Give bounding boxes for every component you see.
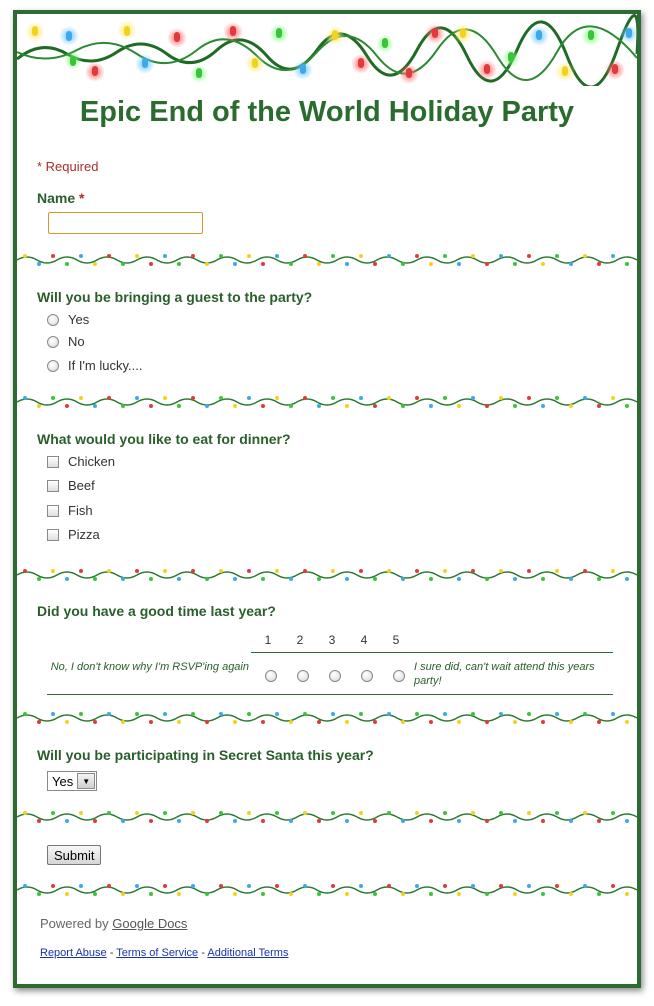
scale-high-label: I sure did, can't wait attend this years party! bbox=[414, 661, 595, 687]
option-label: Fish bbox=[68, 503, 93, 518]
guest-option-no[interactable] bbox=[47, 334, 85, 349]
report-abuse-link[interactable]: Report Abuse bbox=[40, 947, 107, 959]
garland-divider bbox=[17, 252, 637, 268]
dinner-option-chicken[interactable] bbox=[47, 454, 115, 469]
terms-of-service-link[interactable]: Terms of Service bbox=[116, 947, 199, 959]
guest-option-lucky[interactable] bbox=[47, 358, 142, 373]
scale-low-label: No, I don't know why I'm RSVP'ing again bbox=[50, 661, 249, 673]
option-label: Chicken bbox=[68, 454, 115, 469]
scale-bottom-rule bbox=[47, 694, 613, 695]
scale-number-3: 3 bbox=[328, 633, 336, 647]
scale-header-rule bbox=[251, 652, 613, 653]
name-label-text: Name bbox=[37, 190, 76, 206]
scale-radio-1[interactable] bbox=[265, 670, 277, 682]
dinner-option-fish[interactable] bbox=[47, 503, 93, 518]
santa-select-value: Yes bbox=[52, 773, 74, 789]
additional-terms-link[interactable]: Additional Terms bbox=[207, 947, 289, 959]
checkbox[interactable] bbox=[47, 480, 59, 492]
form-frame bbox=[13, 10, 641, 988]
option-label: Beef bbox=[68, 478, 95, 493]
required-note: * Required bbox=[37, 159, 99, 174]
name-input[interactable] bbox=[48, 212, 203, 234]
chevron-down-icon[interactable]: ▼ bbox=[77, 773, 95, 789]
garland-divider bbox=[17, 567, 637, 583]
scale-radio-4[interactable] bbox=[361, 670, 373, 682]
form-title: Epic End of the World Holiday Party bbox=[79, 96, 575, 128]
scale-number-4: 4 bbox=[360, 633, 368, 647]
google-docs-link[interactable]: Google Docs bbox=[112, 916, 188, 931]
garland-divider bbox=[17, 882, 637, 898]
submit-button[interactable]: Submit bbox=[47, 845, 101, 865]
powered-by-prefix: Powered by bbox=[40, 916, 109, 931]
garland-divider bbox=[17, 394, 637, 410]
option-label: No bbox=[68, 334, 85, 349]
footer-separator: - bbox=[109, 947, 114, 959]
dinner-option-pizza[interactable] bbox=[47, 527, 100, 542]
santa-select[interactable] bbox=[47, 771, 97, 791]
christmas-lights-banner bbox=[17, 14, 637, 86]
option-label: Pizza bbox=[68, 527, 100, 542]
santa-question-label: Will you be participating in Secret Santa this year? bbox=[37, 747, 374, 763]
scale-radio-3[interactable] bbox=[329, 670, 341, 682]
footer-links bbox=[40, 947, 288, 959]
radio-button[interactable] bbox=[47, 336, 59, 348]
footer-separator: - bbox=[201, 947, 205, 959]
option-label: Yes bbox=[68, 312, 90, 327]
scale-radio-2[interactable] bbox=[297, 670, 309, 682]
radio-button[interactable] bbox=[47, 314, 59, 326]
guest-option-yes[interactable] bbox=[47, 312, 89, 327]
dinner-option-beef[interactable] bbox=[47, 478, 95, 493]
powered-by bbox=[40, 916, 187, 931]
checkbox[interactable] bbox=[47, 529, 59, 541]
name-question-label bbox=[37, 190, 84, 206]
radio-button[interactable] bbox=[47, 360, 59, 372]
checkbox[interactable] bbox=[47, 505, 59, 517]
guest-question-label: Will you be bringing a guest to the party? bbox=[37, 289, 313, 305]
rating-question-label: Did you have a good time last year? bbox=[37, 603, 276, 619]
option-label: If I'm lucky.... bbox=[68, 358, 143, 373]
scale-number-5: 5 bbox=[392, 633, 400, 647]
garland-divider bbox=[17, 809, 637, 825]
scale-number-2: 2 bbox=[296, 633, 304, 647]
dinner-question-label: What would you like to eat for dinner? bbox=[37, 431, 291, 447]
scale-number-1: 1 bbox=[264, 633, 272, 647]
required-star: * bbox=[79, 190, 85, 206]
scale-radio-5[interactable] bbox=[393, 670, 405, 682]
checkbox[interactable] bbox=[47, 456, 59, 468]
garland-divider bbox=[17, 710, 637, 726]
